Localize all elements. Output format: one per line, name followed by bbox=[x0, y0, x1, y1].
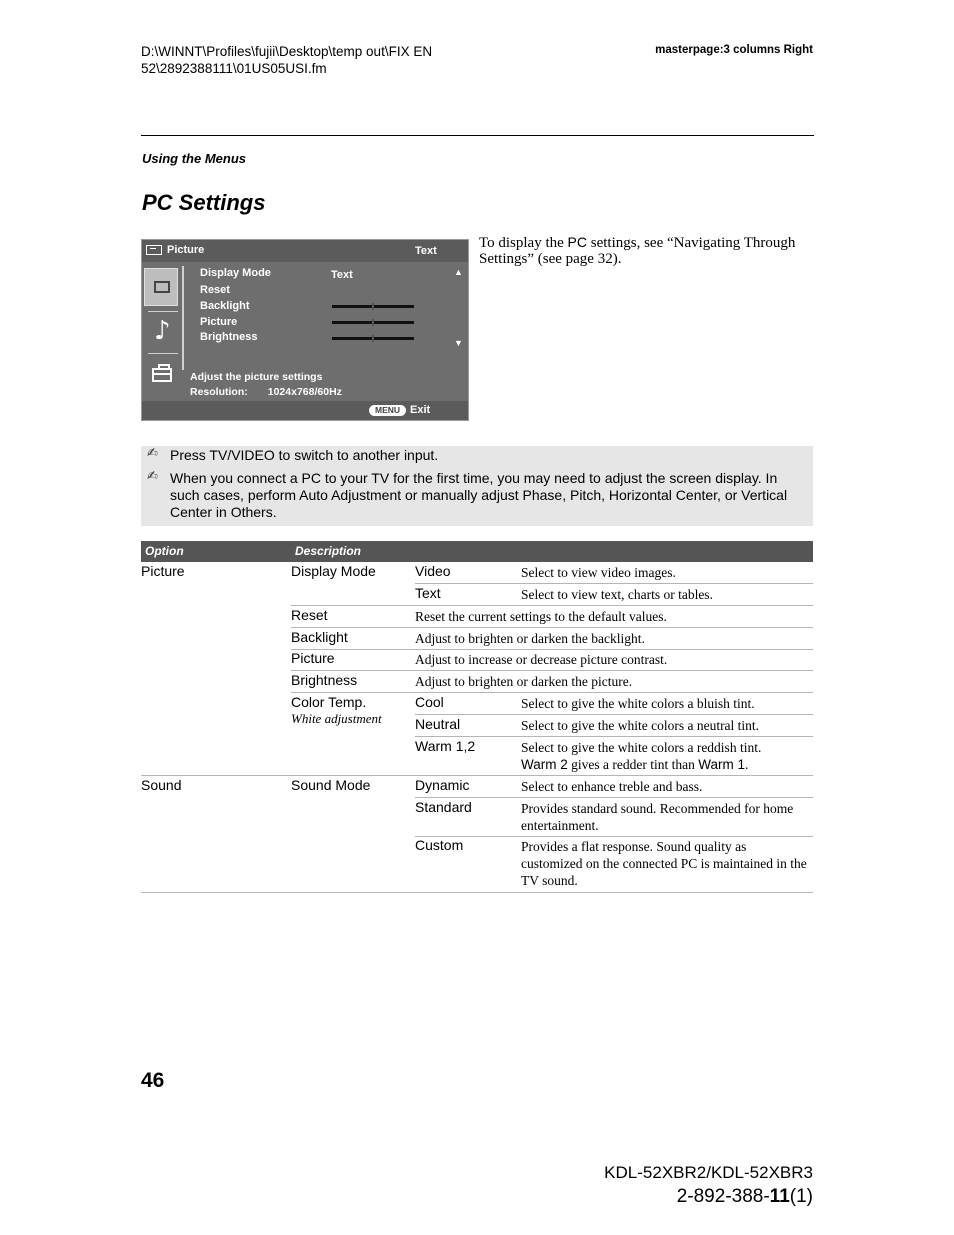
value-dynamic: Dynamic bbox=[415, 777, 470, 793]
intro-text-part-2: settings, see “Navigating Through Settings” (see page 32). bbox=[479, 235, 796, 267]
value-neutral: Neutral bbox=[415, 716, 461, 732]
osd-picture-tab[interactable] bbox=[144, 268, 178, 306]
warm-desc-mid: gives a redder tint than bbox=[567, 757, 699, 772]
setting-sound-mode: Sound Mode bbox=[291, 777, 371, 793]
note-item: Press TV/VIDEO to switch to another input. bbox=[170, 447, 439, 463]
desc-warm-line-1: Select to give the white colors a reddish tint. bbox=[521, 740, 762, 755]
setting-brightness: Brightness bbox=[291, 672, 358, 688]
desc-standard: Provides standard sound. Recommended for home entertainment. bbox=[521, 801, 794, 833]
row-divider bbox=[291, 692, 813, 693]
header-rule bbox=[141, 135, 814, 136]
osd-item-brightness[interactable]: Brightness bbox=[200, 331, 258, 343]
warm-desc-end: . bbox=[744, 757, 749, 772]
osd-resolution-value: 1024x768/60Hz bbox=[267, 386, 342, 398]
value-cool: Cool bbox=[415, 694, 444, 710]
osd-side-divider bbox=[182, 266, 184, 370]
option-sound: Sound bbox=[141, 777, 182, 793]
setting-color-temp: Color Temp. bbox=[291, 694, 367, 710]
desc-cool: Select to give the white colors a bluish tint. bbox=[521, 696, 755, 711]
color-temp-subtitle: White adjustment bbox=[291, 711, 382, 726]
input-icon bbox=[146, 245, 162, 255]
osd-item-reset[interactable]: Reset bbox=[200, 284, 230, 296]
osd-resolution bbox=[190, 386, 342, 398]
brightness-slider[interactable] bbox=[332, 337, 414, 340]
osd-item-picture[interactable]: Picture bbox=[200, 316, 238, 328]
osd-bottom-bar bbox=[142, 401, 468, 420]
desc-custom: Provides a flat response. Sound quality as customized on the connected PC is maintained in the TV sound. bbox=[521, 839, 807, 888]
exit-label: Exit bbox=[410, 404, 431, 416]
slider-marker bbox=[372, 335, 374, 342]
osd-icon-divider bbox=[148, 353, 178, 354]
code-prefix: 2-892-388- bbox=[676, 1186, 770, 1207]
masterpage-label: masterpage:3 columns Right bbox=[655, 44, 813, 56]
intro-text bbox=[479, 234, 809, 267]
section-label: Using the Menus bbox=[142, 151, 247, 166]
sound-note-icon[interactable]: ♪ bbox=[154, 316, 171, 346]
desc-text: Select to view text, charts or tables. bbox=[521, 587, 713, 602]
row-divider bbox=[291, 605, 813, 606]
page-number: 46 bbox=[141, 1069, 165, 1092]
warm-2-ref: Warm 2 bbox=[521, 757, 568, 772]
option-picture: Picture bbox=[141, 563, 185, 579]
row-divider bbox=[291, 649, 813, 650]
osd-icon-divider bbox=[148, 311, 178, 312]
intro-text-part-1: To display the bbox=[479, 235, 568, 251]
file-path-line-2: 52\2892388111\01US05USI.fm bbox=[141, 61, 327, 76]
setting-picture: Picture bbox=[291, 650, 335, 666]
osd-top-bar bbox=[142, 240, 468, 262]
value-standard: Standard bbox=[415, 799, 472, 815]
row-divider bbox=[291, 670, 813, 671]
page-title: PC Settings bbox=[142, 190, 266, 215]
desc-backlight: Adjust to brighten or darken the backlight. bbox=[415, 631, 645, 646]
row-divider bbox=[415, 797, 813, 798]
row-divider bbox=[415, 583, 813, 584]
row-divider bbox=[291, 627, 813, 628]
file-path-line-1: D:\WINNT\Profiles\fujii\Desktop\temp out\FIX EN bbox=[141, 44, 433, 59]
note-item: When you connect a PC to your TV for the first time, you may need to adjust the screen display. In such cases, perform Auto Adjustment or manually adjust Phase, Pitch, Horizontal Center, or Vertical Center in Others. bbox=[170, 470, 788, 520]
code-bold: 11 bbox=[769, 1186, 790, 1207]
row-divider bbox=[415, 736, 813, 737]
document-code bbox=[677, 1186, 813, 1208]
desc-brightness: Adjust to brighten or darken the picture. bbox=[415, 674, 633, 689]
desc-warm-line-2 bbox=[521, 756, 811, 773]
setting-reset: Reset bbox=[291, 607, 328, 623]
slider-marker bbox=[372, 303, 374, 310]
slider-marker bbox=[372, 319, 374, 326]
row-divider bbox=[141, 775, 813, 776]
picture-slider[interactable] bbox=[332, 321, 414, 324]
desc-warm bbox=[521, 739, 811, 773]
warm-1-ref: Warm 1 bbox=[698, 757, 745, 772]
scroll-up-icon[interactable]: ▲ bbox=[454, 267, 463, 277]
row-divider bbox=[415, 714, 813, 715]
header-option: Option bbox=[145, 544, 184, 558]
table-header bbox=[141, 541, 813, 562]
toolbox-icon[interactable] bbox=[152, 368, 172, 382]
osd-top-label: Picture bbox=[167, 244, 205, 256]
code-suffix: (1) bbox=[789, 1186, 813, 1207]
pencil-note-icon: ✍ bbox=[147, 446, 158, 461]
backlight-slider[interactable] bbox=[332, 305, 414, 308]
value-text: Text bbox=[415, 585, 441, 601]
desc-dynamic: Select to enhance treble and bass. bbox=[521, 779, 703, 794]
setting-backlight: Backlight bbox=[291, 629, 348, 645]
osd-item-backlight[interactable]: Backlight bbox=[200, 300, 250, 312]
notes-box bbox=[141, 446, 813, 526]
model-number: KDL-52XBR2/KDL-52XBR3 bbox=[604, 1163, 813, 1182]
intro-pc: PC bbox=[567, 234, 587, 250]
file-path bbox=[141, 43, 432, 77]
value-warm: Warm 1,2 bbox=[415, 738, 476, 754]
desc-video: Select to view video images. bbox=[521, 565, 676, 580]
scroll-down-icon[interactable]: ▼ bbox=[454, 338, 463, 348]
value-video: Video bbox=[415, 563, 451, 579]
setting-display-mode: Display Mode bbox=[291, 563, 376, 579]
osd-resolution-label: Resolution: bbox=[190, 386, 248, 398]
pencil-note-icon: ✍ bbox=[147, 469, 158, 484]
table-bottom-rule bbox=[141, 892, 813, 893]
desc-picture: Adjust to increase or decrease picture contrast. bbox=[415, 652, 668, 667]
osd-item-display-mode[interactable]: Display Mode bbox=[200, 267, 271, 279]
desc-neutral: Select to give the white colors a neutral tint. bbox=[521, 718, 760, 733]
value-custom: Custom bbox=[415, 837, 464, 853]
osd-top-right: Text bbox=[415, 245, 437, 257]
row-divider bbox=[415, 836, 813, 837]
header-description: Description bbox=[295, 544, 362, 558]
osd-help-text: Adjust the picture settings bbox=[190, 371, 323, 383]
osd-screen bbox=[141, 239, 469, 421]
menu-button[interactable]: MENU bbox=[369, 405, 406, 416]
osd-display-mode-value: Text bbox=[331, 269, 353, 281]
picture-icon bbox=[154, 281, 170, 293]
desc-reset: Reset the current settings to the default values. bbox=[415, 609, 667, 624]
